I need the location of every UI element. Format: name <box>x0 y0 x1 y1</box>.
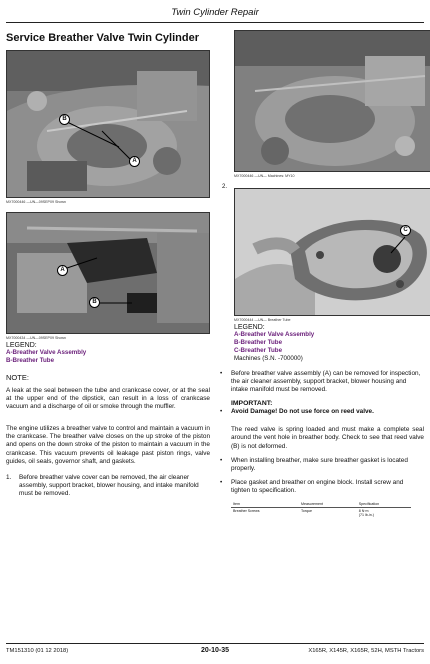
photo-caption: MX7000444 —UN— Breather Tube <box>234 318 291 322</box>
footer-models: X165R, X145R, X165R, 52H, MSTH Tractors <box>308 648 424 654</box>
callout-b-label: B <box>62 116 67 122</box>
spec-table <box>231 501 411 518</box>
photo-caption: MX7000446 —UN— Machines: MY10 <box>234 174 295 178</box>
callout-b <box>59 114 70 125</box>
page-header-title: Twin Cylinder Repair <box>171 7 259 18</box>
step-number: 1. <box>6 473 12 481</box>
spec-cell: 8 N·m (71 lb-in.) <box>358 509 374 518</box>
bullet-item <box>220 408 424 416</box>
legend-item: B-Breather Tube <box>234 339 283 346</box>
callout-a-label: A <box>132 158 137 164</box>
spec-header-cell: Measurement <box>299 501 357 508</box>
engine-photo-graphic <box>7 51 210 198</box>
note-label: NOTE: <box>6 373 29 382</box>
legend-item: A-Breather Valve Assembly <box>6 349 87 356</box>
photo-caption: MX7000446 —UN—09SEP09 Shown <box>6 200 66 204</box>
spec-header-cell: Specification <box>357 501 411 508</box>
photo-caption: MX7000434 —UN—09SEP09 Shown <box>6 336 66 340</box>
legend-item: A-Breather Valve Assembly <box>234 331 315 338</box>
bullet-mark: • <box>220 456 223 464</box>
callout-a <box>129 156 140 167</box>
legend-title: LEGEND: <box>234 324 265 331</box>
right-column <box>220 30 424 518</box>
footer-doc-id: TM151310 (01 12 2018) <box>6 648 69 654</box>
left-column <box>6 30 210 498</box>
important-label: IMPORTANT: <box>231 400 273 408</box>
bullet-text: Place gasket and breather on engine block. Install screw and tighten to specification. <box>231 478 404 494</box>
legend-block <box>234 324 424 362</box>
note-text: A leak at the seal between the tube and crankcase cover, or at the seal at the upper end of the dipstick, can result in a loss of crankcase vacuum and a discharge of oil or smoke through the muffler. <box>6 387 210 411</box>
legend-title: LEGEND: <box>6 342 37 349</box>
procedure-step <box>6 474 210 498</box>
footer-page-number: 20-10-35 <box>200 647 230 654</box>
figure-number: 2. <box>222 184 228 190</box>
breather-gasket-photo <box>234 188 430 316</box>
bullet-item <box>220 370 424 394</box>
callout-c-label: C <box>403 227 408 233</box>
avoid-damage-text: Avoid Damage! Do not use force on reed valve. <box>231 408 374 416</box>
bullet-mark: • <box>220 370 223 377</box>
bullet-mark: • <box>220 408 223 416</box>
bullet-item <box>220 457 424 473</box>
legend-item: C-Breather Tube <box>234 347 283 354</box>
reed-valve-paragraph: The reed valve is spring loaded and must make a complete seal around the vent hole in breather body. Check to see that reed valve (B) is not deformed. <box>231 426 424 450</box>
engine-photo-bottom-left <box>6 212 210 334</box>
body-paragraph: The engine utilizes a breather valve to control and maintain a vacuum in the crankcase. The breather valve closes on the up stroke of the piston and opens on the down stroke of the piston to maintain a vacuum in the crankcase. This vacuum prevents oil leakage past piston rings, valve guides, oil seals, governor shaft, and gaskets. <box>6 425 210 465</box>
table-row <box>231 508 411 519</box>
engine-photo-graphic <box>235 31 430 172</box>
section-title: Service Breather Valve Twin Cylinder <box>6 32 199 44</box>
legend-item: B-Breather Tube <box>6 357 55 364</box>
spec-cell: Breather Screws <box>233 509 260 514</box>
callout-b-label: B <box>92 299 97 305</box>
callout-a-label: A <box>60 267 65 273</box>
engine-photo-top-left <box>6 50 210 198</box>
bullet-text: When installing breather, make sure breather gasket is located properly. <box>231 456 408 472</box>
footer-divider <box>6 643 424 644</box>
bullet-item <box>220 479 424 495</box>
engine-photo-top-right <box>234 30 430 172</box>
breather-photo-graphic <box>7 213 210 334</box>
bullet-mark: • <box>220 478 223 486</box>
step-text: Before breather valve cover can be removed, the air cleaner assembly, support bracket, blower housing, and intake manifold must be removed. <box>19 473 199 497</box>
callout-a <box>57 265 68 276</box>
gasket-photo-graphic <box>235 189 430 316</box>
machines-serial: Machines (S.N. -700000) <box>234 355 303 362</box>
bullet-text: Before breather valve assembly (A) can be removed for inspection, the air cleaner assembly, support bracket, blower housing and intake manifold must be removed. <box>231 370 421 394</box>
callout-c <box>400 225 411 236</box>
header-divider <box>6 22 424 23</box>
callout-b <box>89 297 100 308</box>
spec-cell: Torque <box>300 509 312 514</box>
spec-header-cell: Item <box>231 501 299 508</box>
